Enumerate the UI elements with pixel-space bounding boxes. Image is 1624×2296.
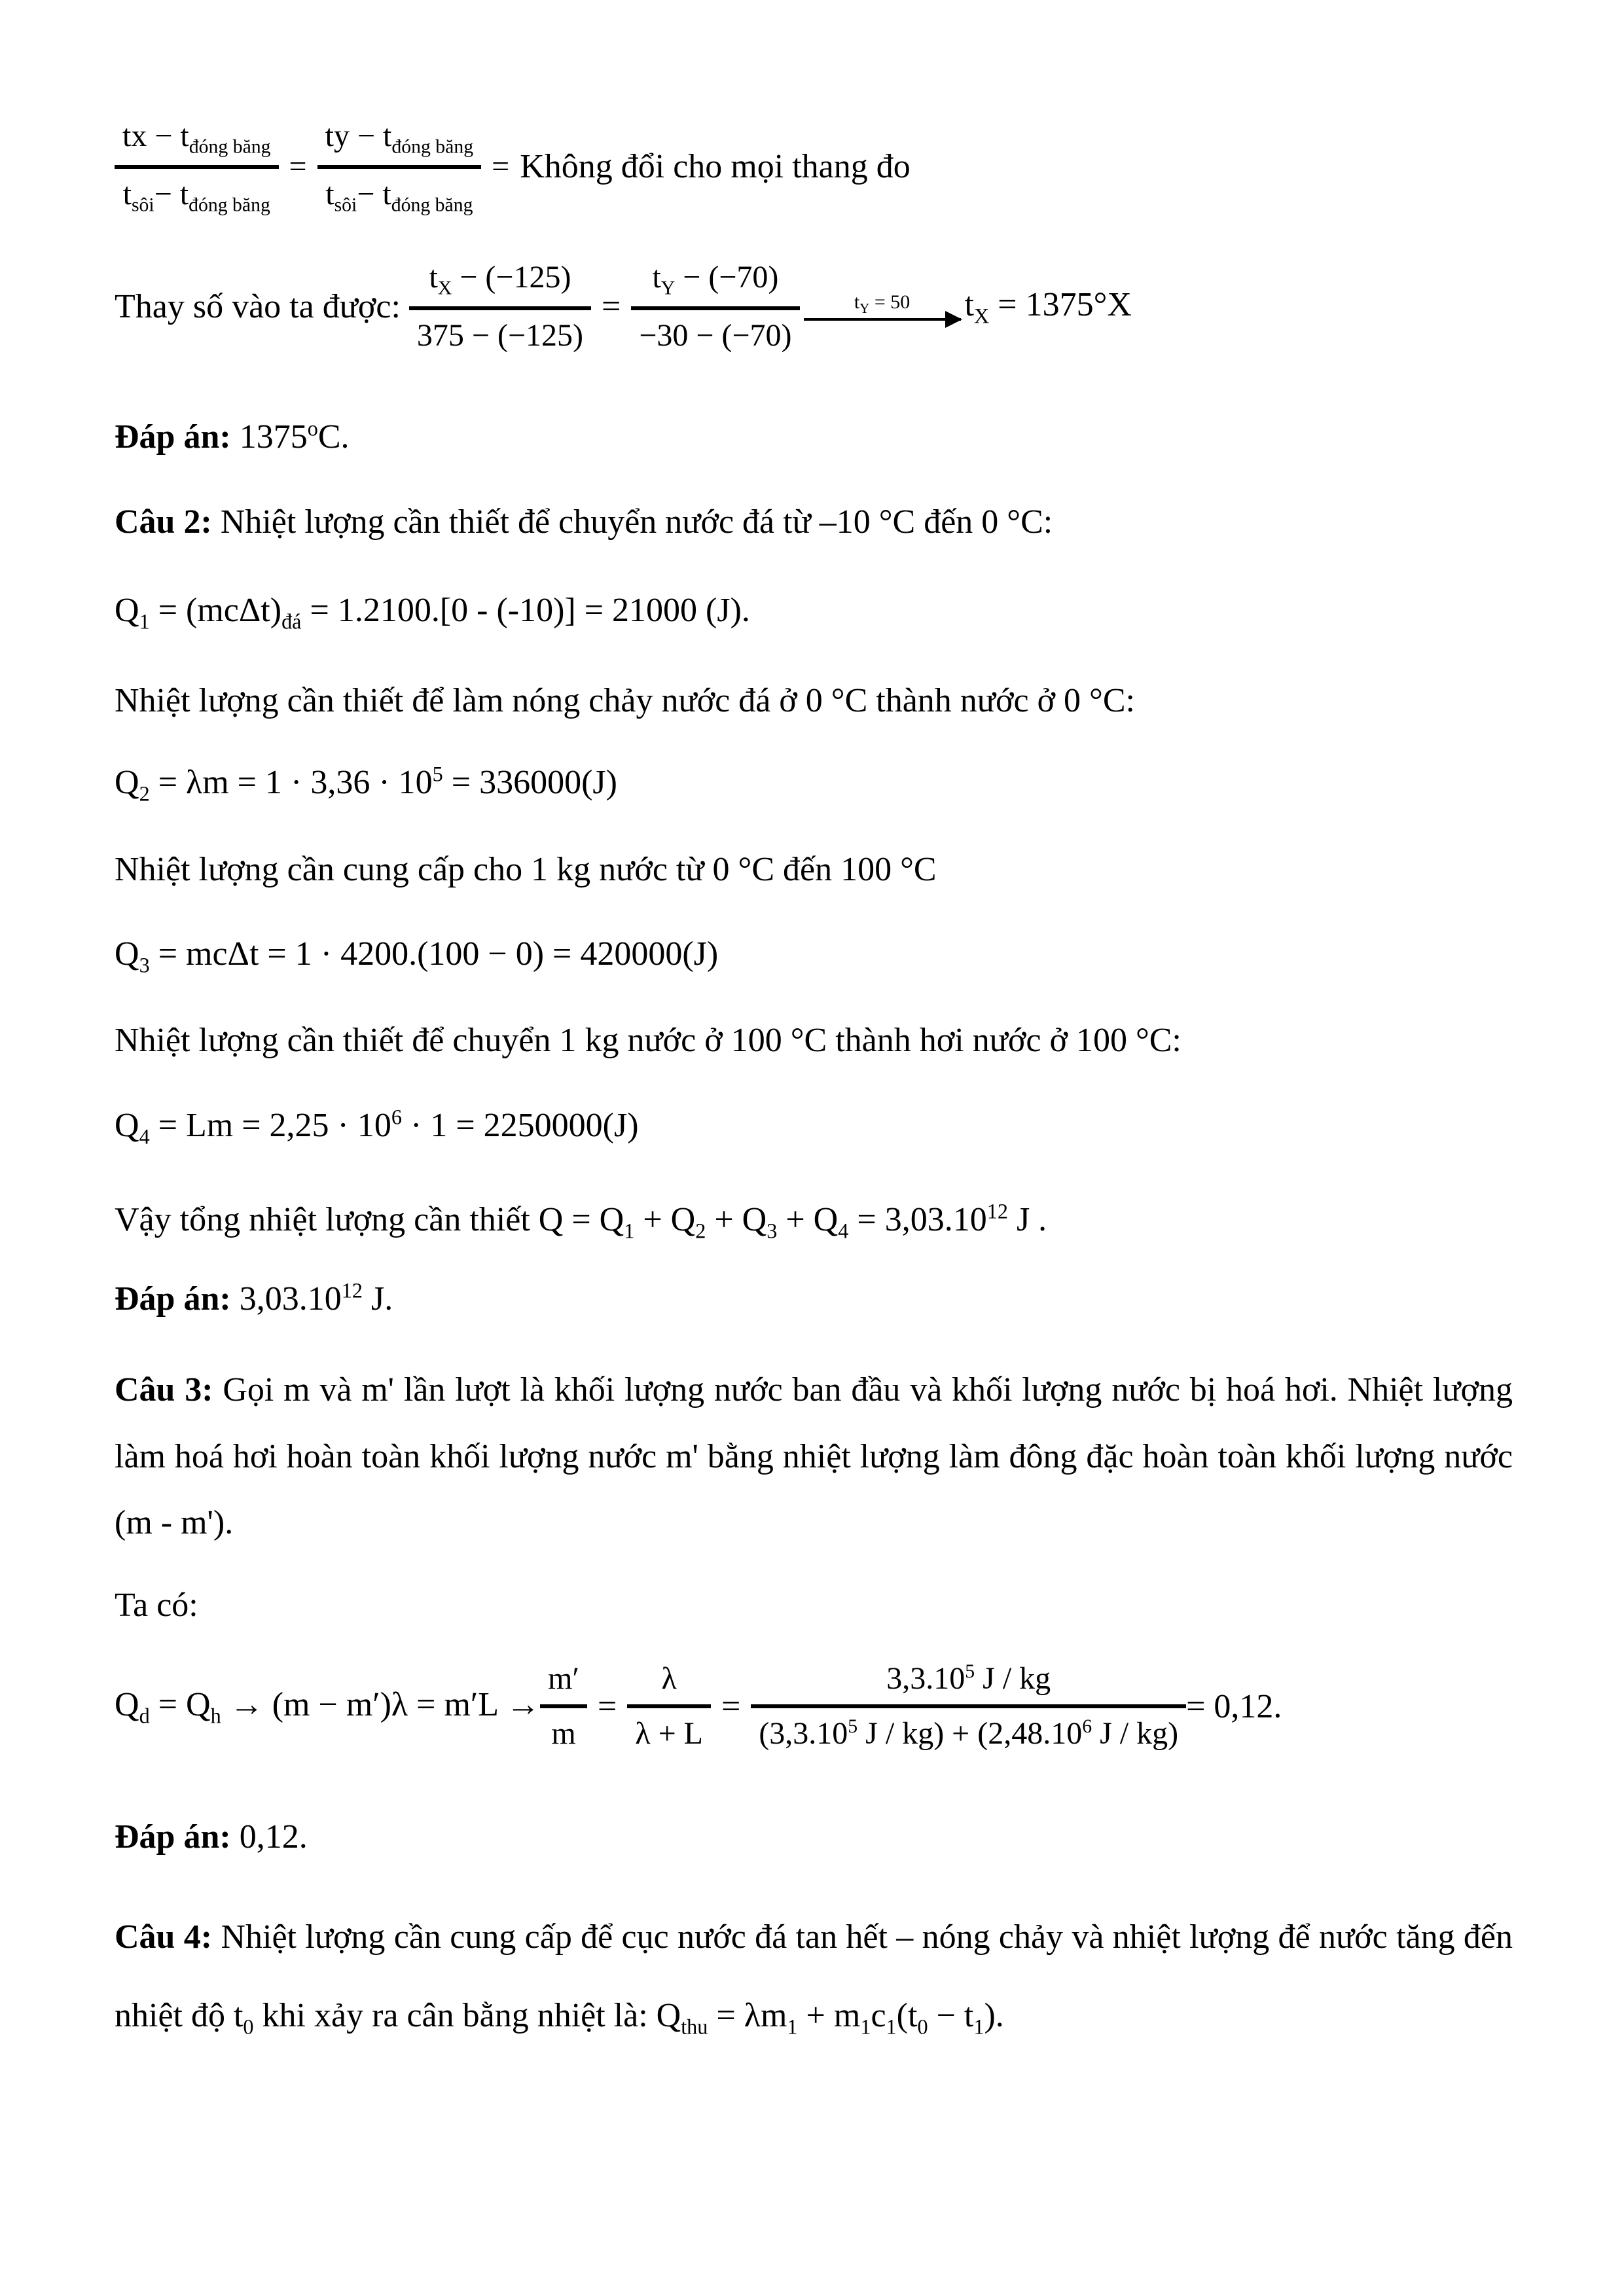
arrow-shaft	[804, 318, 961, 321]
equals-sign: =	[721, 1687, 741, 1725]
fraction-denominator: 375 − (−125)	[416, 317, 584, 353]
eq-q1	[115, 588, 1513, 636]
fraction-numerator: $t_Y - (-70)$	[631, 256, 799, 310]
question-label: Câu 4:	[115, 1918, 213, 1956]
answer-value: 1375$^o$C.	[230, 416, 350, 456]
fraction-denominator: λ + L	[635, 1716, 703, 1751]
paragraph-text: Nhiệt lượng cần thiết để chuyển 1 kg nước ở 100 °C thành hơi nước ở 100 °C:	[115, 1022, 1182, 1060]
equals-sign: =	[597, 1687, 617, 1725]
equation-text: $Q_3 = mc\Delta t = 1 \cdot 4200.(100 - 0) = 420000(J)$	[115, 935, 719, 977]
equation-result: $t_X = 1375^\circ X$	[964, 286, 1132, 328]
answer-label: Đáp án:	[115, 1280, 231, 1318]
answer-line	[115, 1277, 1513, 1321]
fraction-denominator: $t_{sôi}- t_{đóng băng}$	[122, 177, 270, 216]
equation-text: $Q_4 = Lm = 2,25 \cdot 10^6 \cdot 1 = 2250000(J)$	[115, 1105, 639, 1149]
equals-sign: =	[602, 287, 621, 325]
paragraph-text: Ta có:	[115, 1587, 198, 1624]
ta-co-line	[115, 1583, 1513, 1628]
paragraph-melt	[115, 679, 1513, 723]
fraction	[317, 115, 482, 220]
paragraph-text: Nhiệt lượng cần cung cấp cho 1 kg nước từ 0 °C đến 100 °C	[115, 850, 937, 888]
eq-q3	[115, 932, 1513, 979]
paragraph-vaporize	[115, 1018, 1513, 1063]
question-text: Gọi m và m' lần lượt là khối lượng nước ban đầu và khối lượng nước bị hoá hơi. Nhiệt lượng làm hoá hơi hoàn toàn khối lượng nước m' bằng nhiệt lượng làm đông đặc hoàn toàn khối lượng nước (m - m').	[115, 1371, 1513, 1541]
arrow-condition-label: $t_Y = 50$	[854, 291, 911, 316]
fraction	[627, 1657, 711, 1756]
answer-value: 3,03.10$^{12}$ J.	[230, 1278, 393, 1318]
fraction	[631, 256, 799, 358]
paragraph-heat-water	[115, 848, 1513, 892]
question-text: Nhiệt lượng cần thiết để chuyển nước đá từ –10 °C đến 0 °C:	[211, 503, 1053, 541]
fraction-numerator: λ	[627, 1657, 711, 1708]
answer-value: 0,12.	[230, 1818, 308, 1856]
fraction-numerator: $t_X - (-125)$	[409, 256, 591, 310]
question-4-paragraph	[115, 1898, 1513, 2054]
equation-text: $Q = Q_1 + Q_2 + Q_3 + Q_4 = 3,03.10^{12}$ J .	[538, 1200, 1047, 1243]
answer-line	[115, 415, 1513, 459]
question-2-heading	[115, 500, 1513, 545]
question-text: Nhiệt lượng cần cung cấp để cục nước đá tan hết – nóng chảy và nhiệt lượng để nước tăng đến nhiệt độ $t_0$ khi xảy ra cân bằng nhiệt là: $Q_{thu} = \lambda m_1 + m_1c_1(t_0 - t_1)$.	[115, 1918, 1513, 2039]
answer-label: Đáp án:	[115, 1818, 231, 1856]
equation-head: $Q_d = Q_h \to (m - m')\lambda = m'L$ →	[115, 1686, 541, 1728]
fraction-numerator: m′	[540, 1657, 587, 1708]
labeled-right-arrow	[804, 293, 961, 321]
answer-line	[115, 1815, 1513, 1859]
eq-q2	[115, 761, 1513, 808]
fraction	[409, 256, 591, 358]
fraction-numerator: ty − $t_{đóng băng}$	[317, 115, 482, 169]
eq-substitution	[115, 256, 1513, 358]
eq-temperature-scale-ratio	[115, 115, 1513, 220]
equals-sign: =	[289, 149, 307, 185]
equals-sign: =	[492, 149, 510, 185]
question-label: Câu 3:	[115, 1371, 213, 1409]
equation-text: $Q_1 = (mc\Delta t)_{đá} = 1.2100.[0 - (-10)] = 21000$ (J).	[115, 592, 750, 634]
equation-text: $Q_2 = \lambda m = 1 \cdot 3,36 \cdot 10^5 = 336000(J)$	[115, 762, 617, 806]
fraction-numerator: tx − $t_{đóng băng}$	[115, 115, 279, 169]
fraction-denominator: m	[551, 1716, 576, 1751]
fraction-denominator: −30 − (−70)	[639, 317, 792, 353]
fraction	[115, 115, 279, 220]
eq-q4	[115, 1103, 1513, 1151]
paragraph-text: Vậy tổng nhiệt lượng cần thiết	[115, 1201, 539, 1239]
eq-evaporation-ratio	[115, 1657, 1513, 1756]
fraction-denominator: $t_{sôi}- t_{đóng băng}$	[325, 177, 473, 216]
equation-result: = 0,12.	[1186, 1687, 1282, 1725]
total-heat-line	[115, 1198, 1513, 1245]
equation-lead-text: Thay số vào ta được:	[115, 287, 409, 325]
question-label: Câu 2:	[115, 503, 212, 541]
answer-label: Đáp án:	[115, 418, 231, 456]
equation-conclusion-text: Không đổi cho mọi thang đo	[520, 148, 911, 186]
question-3-paragraph	[115, 1357, 1513, 1556]
fraction-denominator: (3,3.10$^5$ $J / kg) + (2,48.10^6$ J / kg)	[759, 1715, 1179, 1751]
fraction-numerator: 3,3.10$^5$ J / kg	[751, 1657, 1186, 1708]
fraction	[751, 1657, 1186, 1756]
paragraph-text: Nhiệt lượng cần thiết để làm nóng chảy nước đá ở 0 °C thành nước ở 0 °C:	[115, 681, 1135, 719]
fraction	[540, 1657, 587, 1756]
